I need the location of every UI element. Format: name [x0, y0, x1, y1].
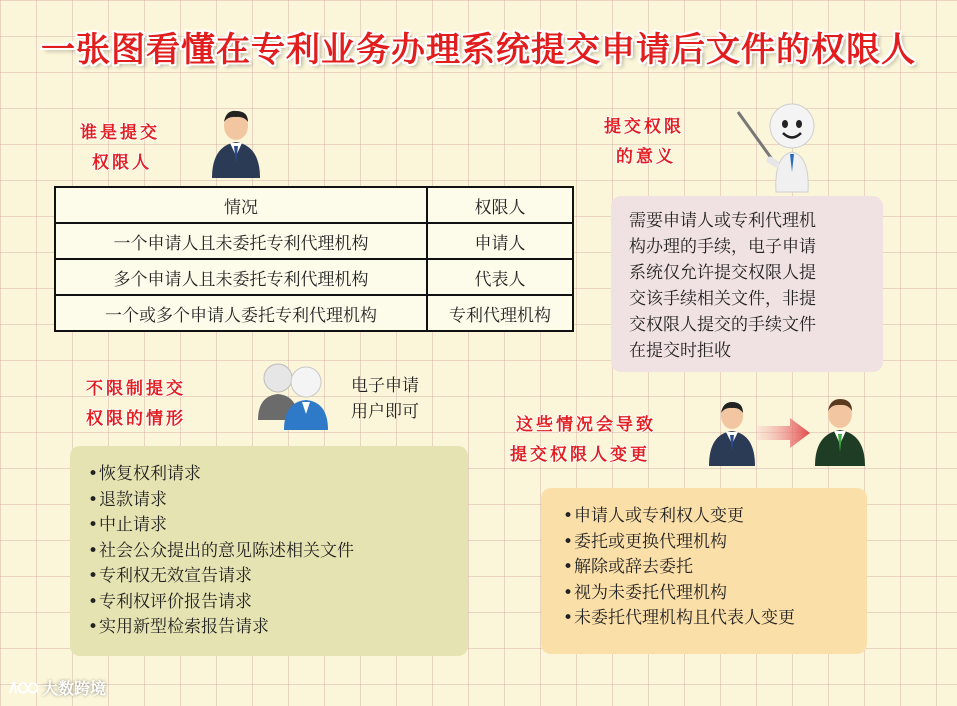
businessman-green-tie-icon: [812, 394, 868, 466]
meaning-line: 需要申请人或专利代理机: [629, 211, 816, 231]
list-item: • 恢复权利请求: [88, 462, 450, 488]
table-row: [55, 259, 573, 295]
list-item: • 专利权评价报告请求: [88, 590, 450, 616]
meaning-label-line2: 的意义: [616, 147, 676, 167]
meaning-line: 交权限人提交的手续文件: [629, 315, 816, 335]
list-item: • 委托或更换代理机构: [563, 530, 845, 556]
who-label-line2: 权限人: [92, 153, 152, 173]
table-cell-situation: 一个或多个申请人委托专利代理机构: [55, 295, 427, 331]
table-header-row: [55, 187, 573, 223]
table-row: [55, 223, 573, 259]
list-item: • 解除或辞去委托: [563, 555, 845, 581]
table-cell-authority: 申请人: [427, 223, 573, 259]
list-item: • 视为未委托代理机构: [563, 581, 845, 607]
page-title: 一张图看懂在专利业务办理系统提交申请后文件的权限人: [41, 30, 916, 70]
meaning-line: 构办理的手续，电子申请: [629, 237, 816, 257]
change-list: [563, 504, 845, 632]
table-cell-authority: 专利代理机构: [427, 295, 573, 331]
watermark: [8, 676, 106, 699]
change-label-line2: 提交权限人变更: [510, 445, 650, 465]
authority-table: [54, 186, 574, 332]
unlimited-list: [88, 462, 450, 641]
who-label: [80, 118, 160, 178]
table-cell-situation: 一个申请人且未委托专利代理机构: [55, 223, 427, 259]
col-header-situation: 情况: [55, 187, 427, 223]
change-box: [541, 488, 867, 654]
businessman-icon: [208, 106, 264, 178]
col-header-authority: 权限人: [427, 187, 573, 223]
table-cell-authority: 代表人: [427, 259, 573, 295]
list-item: • 申请人或专利权人变更: [563, 504, 845, 530]
table-row: [55, 295, 573, 331]
white-figure-pointer-icon: [734, 100, 834, 200]
meaning-label: [604, 112, 684, 172]
users-note-line2: 用户即可: [351, 402, 419, 422]
users-note: [351, 373, 419, 425]
users-note-line1: 电子申请: [351, 376, 419, 396]
unlimited-label-line2: 权限的情形: [86, 409, 186, 429]
meaning-line: 在提交时拒收: [629, 341, 731, 361]
list-item: • 实用新型检索报告请求: [88, 615, 450, 641]
unlimited-label: [86, 374, 186, 434]
list-item: • 中止请求: [88, 513, 450, 539]
meaning-line: 系统仅允许提交权限人提: [629, 263, 816, 283]
change-label: [510, 410, 656, 470]
list-item: • 社会公众提出的意见陈述相关文件: [88, 539, 450, 565]
change-label-line1: 这些情况会导致: [516, 415, 656, 435]
list-item: • 退款请求: [88, 488, 450, 514]
meaning-label-line1: 提交权限: [604, 117, 684, 137]
unlimited-box: [70, 446, 468, 656]
list-item: • 专利权无效宣告请求: [88, 564, 450, 590]
arrow-right-icon: [756, 416, 810, 450]
list-item: • 未委托代理机构且代表人变更: [563, 606, 845, 632]
who-label-line1: 谁是提交: [80, 123, 160, 143]
table-cell-situation: 多个申请人且未委托专利代理机构: [55, 259, 427, 295]
two-users-icon: [252, 360, 336, 432]
logo-icon: [8, 679, 38, 697]
meaning-box: [611, 196, 883, 372]
meaning-line: 交该手续相关文件，非提: [629, 289, 816, 309]
unlimited-label-line1: 不限制提交: [86, 379, 186, 399]
watermark-text: 大数跨境: [42, 679, 107, 698]
businessman-icon: [706, 398, 758, 466]
